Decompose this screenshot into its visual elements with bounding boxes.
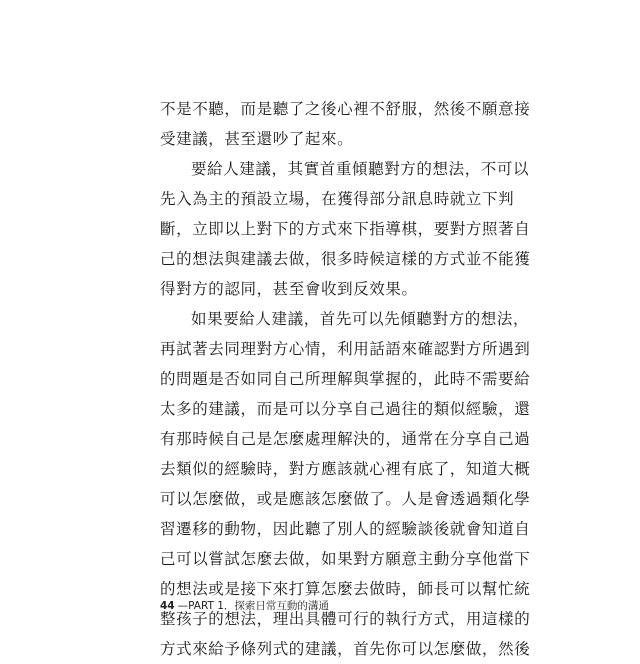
text-line: 先入為主的預設立場，在獲得部分訊息時就立下判 — [160, 190, 515, 208]
text-line: 習遷移的動物，因此聽了別人的經驗談後就會知道自 — [160, 520, 531, 538]
text-line: 方式來給予條列式的建議，首先你可以怎麼做，然後 — [160, 640, 531, 658]
text-line: 受建議，甚至還吵了起來。 — [160, 130, 354, 148]
paragraph — [160, 94, 531, 154]
text-line: 去類似的經驗時，對方應該就心裡有底了，知道大概 — [160, 460, 531, 478]
text-line: 如果要給人建議，首先可以先傾聽對方的想法， — [191, 310, 530, 328]
text-line: 有那時候自己是怎麼處理解決的，通常在分享自己過 — [160, 430, 531, 448]
text-line: 己的想法與建議去做，很多時候這樣的方式並不能獲 — [160, 250, 531, 268]
paragraph — [160, 154, 531, 304]
page-footer — [160, 598, 329, 613]
text-line: 要給人建議，其實首重傾聽對方的想法，不可以 — [191, 160, 530, 178]
page-number: 44 — [160, 600, 175, 612]
text-line: 可以怎麼做，或是應該怎麼做了。人是會透過類化學 — [160, 490, 531, 508]
body-text — [160, 94, 531, 664]
text-line: 再試著去同理對方心情，利用話語來確認對方所遇到 — [160, 340, 531, 358]
text-line: 的想法或是接下來打算怎麼去做時，師長可以幫忙統 — [160, 580, 531, 598]
text-line: 整孩子的想法，理出具體可行的執行方式，用這樣的 — [160, 610, 531, 628]
text-line: 得對方的認同，甚至會收到反效果。 — [160, 280, 418, 298]
section-title: —PART 1．探索日常互動的溝通 — [177, 600, 329, 612]
text-line: 的問題是否如同自己所理解與掌握的，此時不需要給 — [160, 370, 531, 388]
text-line: 太多的建議，而是可以分享自己過往的類似經驗，還 — [160, 400, 531, 418]
text-line: 己可以嘗試怎麼去做，如果對方願意主動分享他當下 — [160, 550, 531, 568]
text-line: 斷，立即以上對下的方式來下指導棋，要對方照著自 — [160, 220, 531, 238]
text-line: 不是不聽，而是聽了之後心裡不舒服，然後不願意接 — [160, 100, 531, 118]
